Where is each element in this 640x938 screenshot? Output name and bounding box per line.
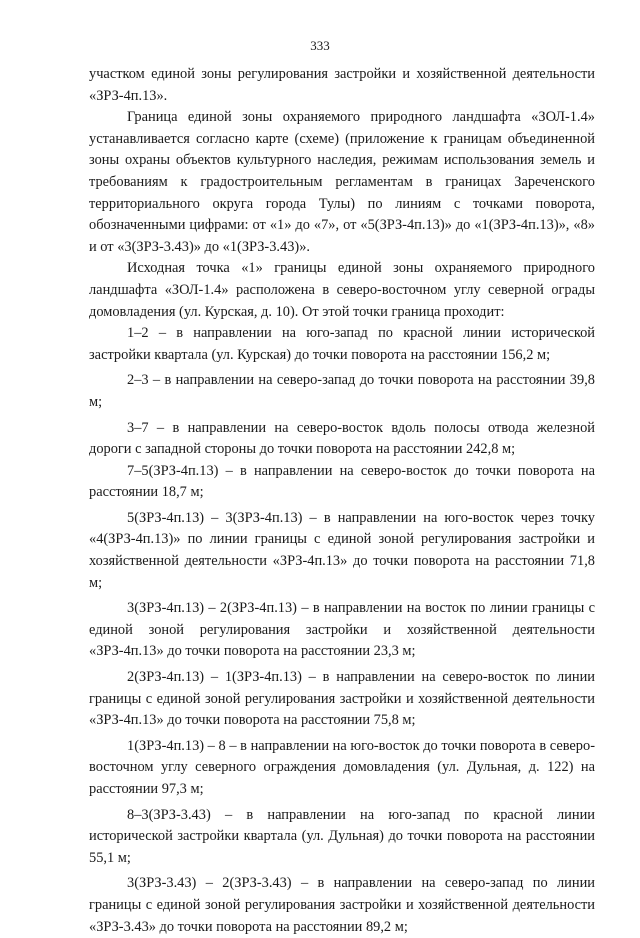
boundary-segment-2-3: 2–3 – в направлении на северо-запад до точки поворота на расстоянии 39,8 м;	[89, 372, 595, 410]
paragraph-zone-boundary: Граница единой зоны охраняемого природного ландшафта «ЗОЛ-1.4» устанавливается согласно карте (схеме) (приложение к границам объединенной зоны охраны объектов культурного наследия, режимам использования земель и требованиям к градостроительным регламентам в границах Зареченского территориального округа города Тулы) по линиям с точками поворота, обозначенными цифрами: от «1» до «7», от «5(ЗРЗ-4п.13)» до «1(ЗРЗ-4п.13)», «8» и от «3(ЗРЗ-3.43)» до «1(ЗРЗ-3.43)».	[89, 109, 595, 255]
boundary-segment-5-3-zrz4: 5(ЗРЗ-4п.13) – 3(ЗРЗ-4п.13) – в направлении на юго-восток через точку «4(ЗРЗ-4п.13)» по линии границы с единой зоной регулирования застройки и хозяйственной деятельности «ЗРЗ-4п.13» до точки поворота на расстоянии 71,8 м;	[89, 509, 595, 591]
boundary-segment-3-2-zrz3: 3(ЗРЗ-3.43) – 2(ЗРЗ-3.43) – в направлении на северо-запад по линии границы с единой зоной регулирования застройки и хозяйственной деятельности «ЗРЗ-3.43» до точки поворота на расстоянии 89,2 м;	[89, 875, 595, 935]
boundary-segment-1-2: 1–2 – в направлении на юго-запад по красной линии исторической застройки квартала (ул. Курская) до точки поворота на расстоянии 156,2 м;	[89, 325, 595, 363]
paragraph-origin-point: Исходная точка «1» границы единой зоны охраняемого природного ландшафта «ЗОЛ-1.4» расположена в северо-восточном углу северной ограды домовладения (ул. Курская, д. 10). От этой точки граница проходит:	[89, 260, 595, 320]
boundary-segment-1-8: 1(ЗРЗ-4п.13) – 8 – в направлении на юго-восток до точки поворота в северо-восточном углу северного ограждения домовладения (ул. Дульная, д. 122) на расстоянии 97,3 м;	[89, 737, 595, 797]
paragraph-continuation: участком единой зоны регулирования застройки и хозяйственной деятельности «ЗРЗ-4п.13».	[89, 66, 595, 104]
boundary-segment-7-5: 7–5(ЗРЗ-4п.13) – в направлении на северо-восток до точки поворота на расстоянии 18,7 м;	[89, 462, 595, 501]
page-number: 333	[310, 38, 330, 53]
boundary-segment-2-1-zrz4: 2(ЗРЗ-4п.13) – 1(ЗРЗ-4п.13) – в направлении на северо-восток по линии границы с единой зоной регулирования застройки и хозяйственной деятельности «ЗРЗ-4п.13» до точки поворота на расстоянии 75,8 м;	[89, 669, 595, 729]
boundary-segment-3-7: 3–7 – в направлении на северо-восток вдоль полосы отвода железной дороги с западной стороны до точки поворота на расстоянии 242,8 м;	[89, 419, 595, 458]
boundary-segment-8-3-zrz3: 8–3(ЗРЗ-3.43) – в направлении на юго-запад по красной линии исторической застройки квартала (ул. Дульная) до точки поворота на расстоянии 55,1 м;	[89, 806, 595, 866]
document-body	[89, 64, 595, 938]
boundary-segment-3-2-zrz4: 3(ЗРЗ-4п.13) – 2(ЗРЗ-4п.13) – в направлении на восток по линии границы с единой зоной регулирования застройки и хозяйственной деятельности «ЗРЗ-4п.13» до точки поворота на расстоянии 23,3 м;	[89, 600, 595, 660]
